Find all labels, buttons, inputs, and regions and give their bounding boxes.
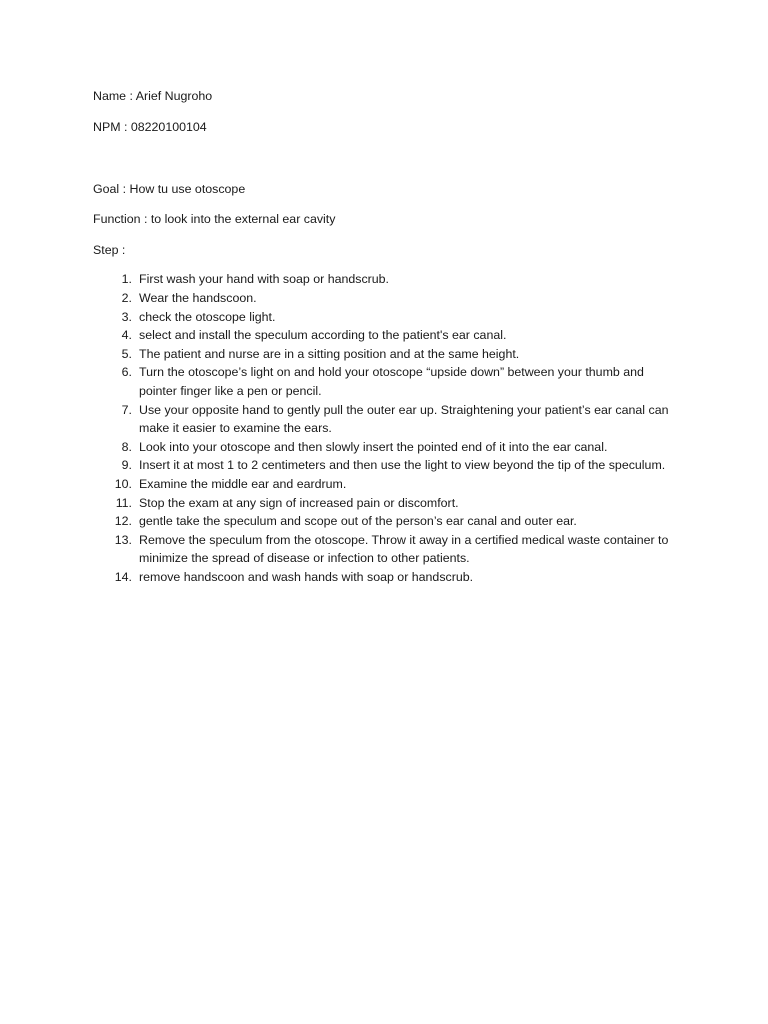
step-heading: Step : [93,242,126,257]
step-number: 7. [121,402,132,417]
step-text: Use your opposite hand to gently pull the outer ear up. Straightening your patient’s ear canal can make it easier to examine the ears. [139,402,669,436]
step-text: remove handscoon and wash hands with soap or handscrub. [139,569,474,584]
list-item [93,326,673,345]
step-text: select and install the speculum according to the patient's ear canal. [139,328,507,343]
list-item [93,308,673,327]
list-item [93,531,673,568]
step-number: 13. [114,532,132,547]
step-number: 5. [121,346,132,361]
list-item [93,401,673,438]
steps-list [93,270,673,586]
step-number: 12. [114,514,132,529]
list-item [93,270,673,289]
step-text: The patient and nurse are in a sitting position and at the same height. [139,346,520,361]
step-number: 2. [121,291,132,306]
list-item [93,475,673,494]
step-text: check the otoscope light. [139,309,276,324]
step-text: gentle take the speculum and scope out of the person’s ear canal and outer ear. [139,514,577,529]
function-line: Function : to look into the external ear cavity [93,212,336,227]
list-item [93,494,673,513]
npm-line: NPM : 08220100104 [93,120,207,135]
step-number: 1. [121,272,132,287]
list-item [93,345,673,364]
step-text: Wear the handscoon. [139,291,257,306]
step-number: 8. [121,439,132,454]
document-content [93,87,673,587]
step-number: 3. [121,309,132,324]
step-text: Remove the speculum from the otoscope. Throw it away in a certified medical waste container to minimize the spread of disease or infection to other patients. [139,532,669,566]
step-number: 10. [114,477,132,491]
list-item [93,456,673,475]
name-line: Name : Arief Nugroho [93,89,213,103]
step-number: 6. [121,365,132,380]
list-item [93,289,673,308]
step-text: First wash your hand with soap or handscrub. [139,272,390,287]
list-item [93,568,673,587]
step-text: Stop the exam at any sign of increased pain or discomfort. [139,495,459,510]
step-number: 4. [121,328,132,343]
step-text: Turn the otoscope’s light on and hold your otoscope “upside down” between your thumb and pointer finger like a pen or pencil. [139,365,644,399]
step-text: Examine the middle ear and eardrum. [139,477,347,491]
step-number: 9. [121,458,132,473]
list-item [93,512,673,531]
step-number: 14. [114,569,132,584]
list-item [93,363,673,400]
list-item [93,438,673,457]
step-text: Look into your otoscope and then slowly insert the pointed end of it into the ear canal. [139,439,608,454]
step-number: 11. [115,495,132,510]
step-text: Insert it at most 1 to 2 centimeters and then use the light to view beyond the tip of the speculum. [139,458,666,473]
goal-line: Goal : How tu use otoscope [93,181,246,196]
